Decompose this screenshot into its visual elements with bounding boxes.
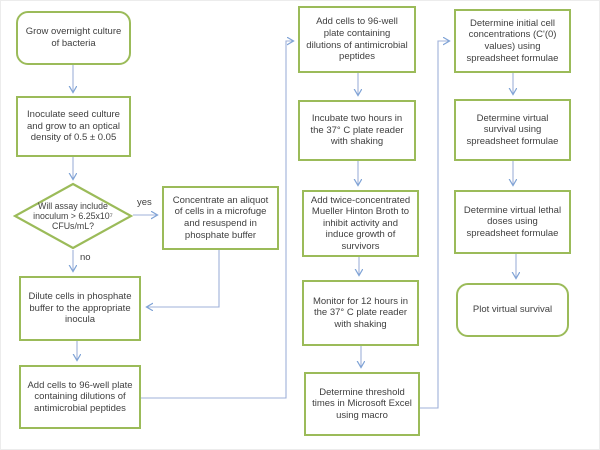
node-text: Determine initial cell concentrations (C'(0) values) using spreadsheet formulae bbox=[466, 17, 559, 64]
node-text: Add cells to 96-well plate containing dilutions of antimicrobial peptides bbox=[306, 16, 408, 63]
node-add-cells-96well-left bbox=[19, 365, 141, 429]
node-text: Add cells to 96-well plate containing dilutions of antimicrobial peptides bbox=[27, 379, 133, 414]
node-dilute-cells bbox=[19, 276, 141, 341]
node-inoculate-seed-culture bbox=[16, 96, 131, 157]
node-determine-threshold-times bbox=[304, 372, 420, 436]
node-text: Determine virtual lethal doses using spreadsheet formulae bbox=[463, 204, 562, 239]
node-determine-virtual-lethal-doses bbox=[454, 190, 571, 254]
node-text: Monitor for 12 hours in the 37° C plate reader with shaking bbox=[312, 295, 409, 330]
node-text: Will assay include inoculum > 6.25x10⁷ CFUs/mL? bbox=[33, 200, 113, 232]
node-text: Inoculate seed culture and grow to an optical density of 0.5 ± 0.05 bbox=[27, 109, 120, 144]
node-add-mueller-hinton bbox=[302, 190, 419, 257]
node-plot-virtual-survival bbox=[456, 283, 569, 337]
node-text: Grow overnight culture of bacteria bbox=[25, 26, 122, 49]
node-concentrate-aliquot bbox=[162, 186, 279, 250]
node-determine-initial-concentrations bbox=[454, 9, 571, 73]
node-add-cells-96well-mid bbox=[298, 6, 416, 73]
edge-label-no: no bbox=[80, 252, 91, 263]
node-text: Determine virtual survival using spreadsheet formulae bbox=[466, 112, 559, 147]
edge-label-yes: yes bbox=[137, 197, 152, 208]
node-decision-inoculum bbox=[13, 182, 133, 250]
node-text: Dilute cells in phosphate buffer to the appropriate inocula bbox=[28, 291, 132, 326]
node-grow-overnight-culture bbox=[16, 11, 131, 65]
node-monitor-12-hours bbox=[302, 280, 419, 346]
node-text: Plot virtual survival bbox=[472, 304, 553, 316]
node-determine-virtual-survival bbox=[454, 99, 571, 161]
node-text: Incubate two hours in the 37° C plate reader with shaking bbox=[310, 113, 404, 148]
node-text: Add twice-concentrated Mueller Hinton Broth to inhibit activity and induce growth of survivors bbox=[310, 194, 411, 252]
node-text: Concentrate an aliquot of cells in a microfuge and resuspend in phosphate buffer bbox=[172, 194, 269, 241]
node-incubate-two-hours bbox=[298, 100, 416, 161]
node-text: Determine threshold times in Microsoft Excel using macro bbox=[312, 386, 412, 421]
